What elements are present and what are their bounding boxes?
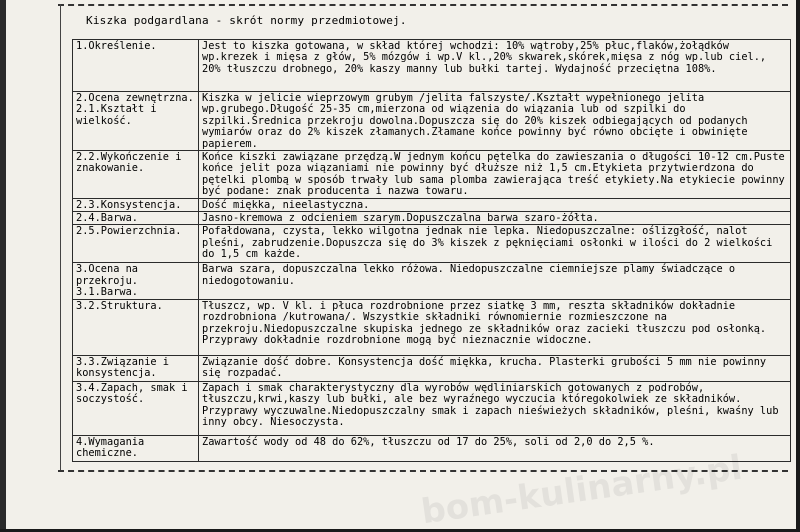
row-text: Barwa szara, dopuszczalna lekko różowa. Niedopuszczalne ciemniejsze plamy świadczące o niedogotowaniu. [202,263,736,287]
row-text: Tłuszcz, wp. V kl. i płuca rozdrobnione przez siatkę 3 mm, reszta składników dokładnie rozdrobniona /kutrowana/. Wszystkie składniki równomiernie rozmieszczone na przekroju.Niedopuszczalne skupiska jednego ze składników oraz zacieki tłuszczu pod osłonką. Przyprawy dokładnie rozdrobnione mogą być nieznacznie widoczne. [202,299,767,346]
row-label-cell [73,225,199,263]
row-text-cell [199,355,791,381]
row-text: Jasno-kremowa z odcieniem szarym.Dopuszczalna barwa szaro-żółta. [202,212,599,225]
row-text: Zawartość wody od 48 do 62%, tłuszczu od 17 do 25%, soli od 2,0 do 2,5 %. [202,435,655,448]
row-text-cell [199,212,791,225]
row-text: Związanie dość dobre. Konsystencja dość miękka, krucha. Plasterki grubości 5 mm nie powinny się rozpadać. [202,355,767,380]
table-row [73,263,791,299]
row-text: Pofałdowana, czysta, lekko wilgotna jednak nie lepka. Niedopuszczalne: oślizgłość, nalot pleśni, zabrudzenie.Dopuszcza się do 3% kiszek z pęknięciami osłonki w ilości do 2 wielkości do 1,5 cm każde. [202,225,773,261]
row-label: 3.3.Związanie i konsystencja. [76,355,169,380]
row-label: 2.3.Konsystencja. [76,198,182,211]
row-label-cell [73,435,199,461]
top-dashed-rule [58,4,788,6]
row-label-cell [73,263,199,299]
row-label-cell [73,198,199,211]
row-label: 2.5.Powierzchnia. [76,225,182,238]
row-label: 1.Określenie. [76,40,157,52]
row-label-cell [73,40,199,92]
table-row [73,225,791,263]
row-text-cell [199,225,791,263]
row-label-cell [73,212,199,225]
left-margin-rule [60,4,61,472]
row-label-cell [73,355,199,381]
table-row [73,92,791,151]
row-text-cell [199,198,791,211]
table-row [73,381,791,435]
row-text-cell [199,92,791,151]
row-label: 2.4.Barwa. [76,212,138,225]
table-row [73,40,791,92]
row-label: 2.2.Wykończenie i znakowanie. [76,151,182,175]
row-label-cell [73,381,199,435]
row-label: 3.2.Struktura. [76,299,163,312]
row-text-cell [199,40,791,92]
document-title: Kiszka podgardlana - skrót normy przedmiotowej. [86,14,407,27]
row-label: 3.4.Zapach, smak i soczystość. [76,381,188,406]
row-label-cell [73,92,199,151]
watermark: bom-kulinarny.pl [418,447,745,532]
row-text-cell [199,151,791,199]
row-text: Dość miękka, nieelastyczna. [202,198,370,211]
table-row [73,299,791,355]
row-text: Końce kiszki zawiązane przędzą.W jednym końcu pętelka do zawieszania o długości 10-12 cm.Puste końce jelit poza wiązaniami nie powinny być dłuższe niż 1,5 cm.Etykieta przytwierdzona do pętelki plombą w sposób trwały lub sama plomba zawierająca treść etykiety.Na etykiecie powinny być podane: znak producenta i nazwa towaru. [202,151,785,198]
specification-table [72,39,791,462]
table-row [73,212,791,225]
row-text: Kiszka w jelicie wieprzowym grubym /jelita falszyste/.Kształt wypełnionego jelita wp.grubego.Długość 25-35 cm,mierzona od wiązenia do wiązania lub od szpilki do szpilki.Średnica przekroju dowolna.Dopuszcza się do 20% kiszek odbiegających od podanych wymiarów oraz do 2% kiszek złamanych.Złamane końce powinny być równo obcięte i obwinięte papierem. [202,92,748,150]
row-text-cell [199,381,791,435]
table-row [73,198,791,211]
table-row [73,151,791,199]
row-text: Jest to kiszka gotowana, w skład której wchodzi: 10% wątroby,25% płuc,flaków,żołądków wp.krezek i mięsa z głów, 5% mózgów i wp.V kl.,20% skwarek,skórek,mięsa z nóg wp.lub ciel., 20% tłuszczu drobnego, 20% kaszy manny lub bułki tartej. Wydajność przeciętna 108%. [202,40,767,75]
row-label-cell [73,151,199,199]
table-row [73,355,791,381]
row-label: 2.Ocena zewnętrzna. 2.1.Kształt i wielkość. [76,92,194,127]
row-text: Zapach i smak charakterystyczny dla wyrobów wędliniarskich gotowanych z podrobów, tłuszczu,krwi,kaszy lub bułki, ale bez wyraźnego wyczucia któregokolwiek ze składników. Przyprawy wyczuwalne.Niedopuszczalny smak i zapach nieświeżych składników, pleśni, kwaśny lub inny obcy. Niesoczysta. [202,381,779,428]
row-label-cell [73,299,199,355]
row-label: 3.Ocena na przekroju. 3.1.Barwa. [76,263,138,299]
row-text-cell [199,299,791,355]
row-text-cell [199,263,791,299]
row-label: 4.Wymagania chemiczne. [76,435,145,460]
